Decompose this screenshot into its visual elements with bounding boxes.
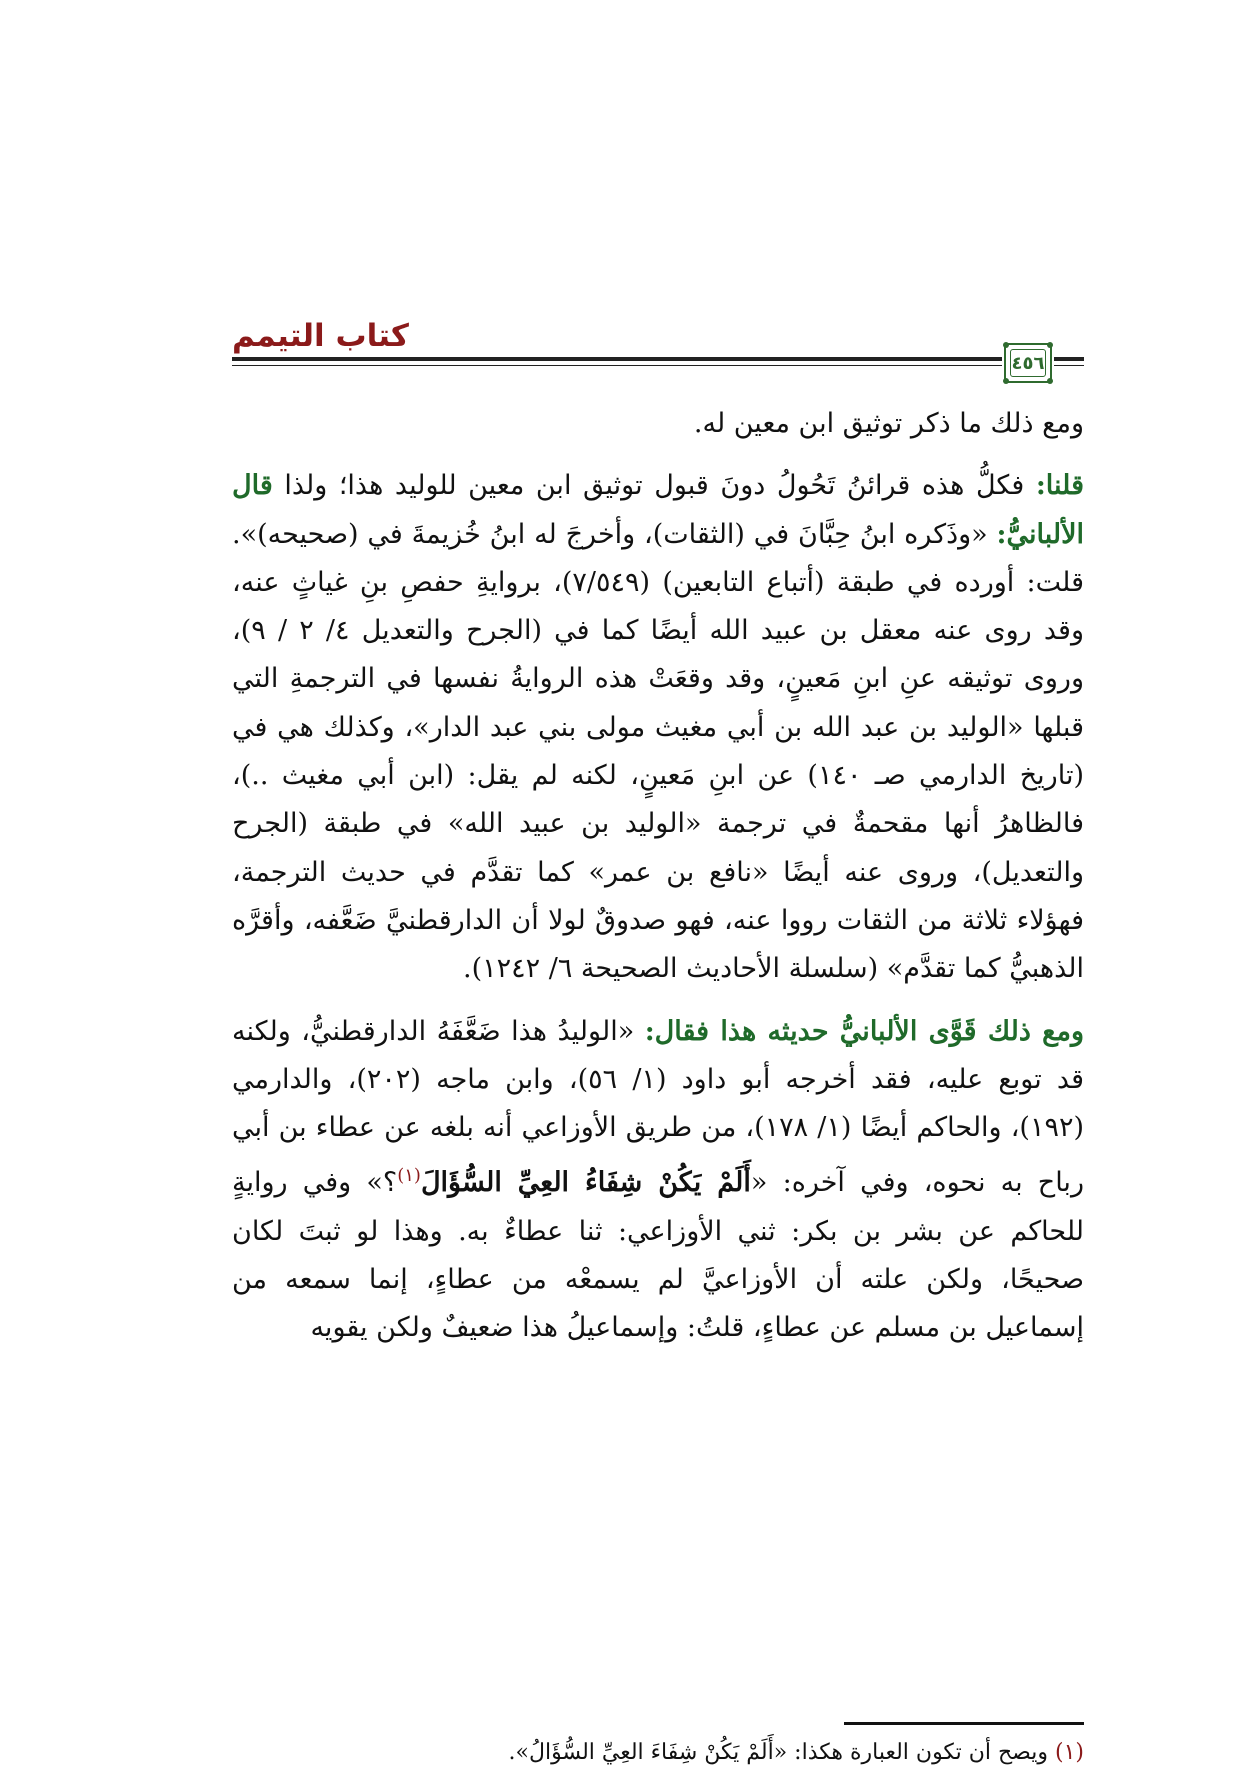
- hadith-quote: أَلَمْ يَكُنْ شِفَاءُ العِيِّ السُّؤَالَ: [420, 1167, 751, 1199]
- page-number: ٤٥٦: [1010, 349, 1046, 377]
- header-rule-thin: [232, 365, 1002, 366]
- lead-label: قال الألبانيُّ:: [232, 470, 1084, 550]
- footnote-number: (١): [1054, 1740, 1084, 1765]
- paragraph-text: ؟» وفي روايةٍ للحاكم عن بشر بن بكر: ثني الأوزاعي: ثنا عطاءٌ به. وهذا لو ثبتَ لكان صحيحًا، ولكن علته أن الأوزاعيَّ لم يسمعْه من عطاءٍ، إنما سمعه من إسماعيل بن مسلم عن عطاءٍ، قلتُ: وإسماعيلُ هذا ضعيفٌ ولكن يقويه: [232, 1167, 1084, 1344]
- paragraph-2: [232, 462, 1084, 993]
- ornament-corner-icon: [1047, 378, 1053, 384]
- page-number-badge: [1004, 343, 1052, 383]
- ornament-corner-icon: [1003, 342, 1009, 348]
- header-rule-thick: [232, 357, 1002, 361]
- paragraph-3: [232, 1008, 1084, 1353]
- lead-label: ومع ذلك قَوَّى الألبانيُّ حديثه هذا فقال:: [644, 1015, 1085, 1047]
- paragraph-1: ومع ذلك ما ذكر توثيق ابن معين له.: [693, 408, 1084, 439]
- lead-label: قلنا:: [1035, 470, 1084, 502]
- header-rule-thin-right: [1054, 365, 1084, 366]
- paragraph-text: «وذَكره ابنُ حِبَّانَ في (الثقات)، وأخرجَ له ابنُ خُزيمةَ في (صحيحه)». قلت: أورده في طبقة (أتباع التابعين) (٧/٥٤٩)، بروايةِ حفصِ بنِ غياثٍ عنه، وقد روى عنه معقل بن عبيد الله أيضًا كما في (الجرح والتعديل ٤/ ٢ / ٩)، وروى توثيقه عنِ ابنِ مَعينٍ، وقد وقعَتْ هذه الروايةُ نفسها في الترجمةِ التي قبلها «الوليد بن عبد الله بن أبي مغيث مولى بني عبد الدار»، وكذلك هي في (تاريخ الدارمي صـ ١٤٠) عن ابنِ مَعينٍ، لكنه لم يقل: (ابن أبي مغيث ..)، فالظاهرُ أنها مقحمةٌ في ترجمة «الوليد بن عبيد الله» في طبقة (الجرح والتعديل)، وروى عنه أيضًا «نافع بن عمر» كما تقدَّم في حديث الترجمة، فهؤلاء ثلاثة من الثقات رووا عنه، فهو صدوقٌ لولا أن الدارقطنيَّ ضَعَّفه، وأقرَّه الذهبيُّ كما تقدَّم» (سلسلة الأحاديث الصحيحة ٦/ ١٢٤٢).: [232, 518, 1084, 985]
- footnote-separator: [844, 1722, 1084, 1725]
- paragraph-text: فكلُّ هذه قرائنُ تَحُولُ دونَ قبول توثيق ابن معين للوليد هذا؛ ولذا: [272, 470, 1036, 502]
- footnote-text: ويصح أن تكون العبارة هكذا: «أَلَمْ يَكُنْ شِفَاءَ العِيِّ السُّؤَالُ».: [508, 1740, 1055, 1765]
- book-title: كتاب التيمم: [232, 318, 409, 354]
- main-text: [232, 400, 1084, 1353]
- ornament-corner-icon: [1003, 378, 1009, 384]
- footnote: [232, 1738, 1084, 1768]
- paragraph-text: «الوليدُ هذا ضَعَّفَهُ الدارقطنيُّ، ولكنه قد توبع عليه، فقد أخرجه أبو داود (١/ ٥٦)، وابن ماجه (٢٠٢)، والدارمي (١٩٢)، والحاكم أيضًا (١/ ١٧٨)، من طريق الأوزاعي أنه بلغه عن عطاء بن أبي رباح به نحوه، وفي آخره: «: [232, 1015, 1085, 1199]
- header-rule-thick-right: [1054, 357, 1084, 361]
- ornament-corner-icon: [1047, 342, 1053, 348]
- footnote-marker[interactable]: (١): [397, 1165, 421, 1187]
